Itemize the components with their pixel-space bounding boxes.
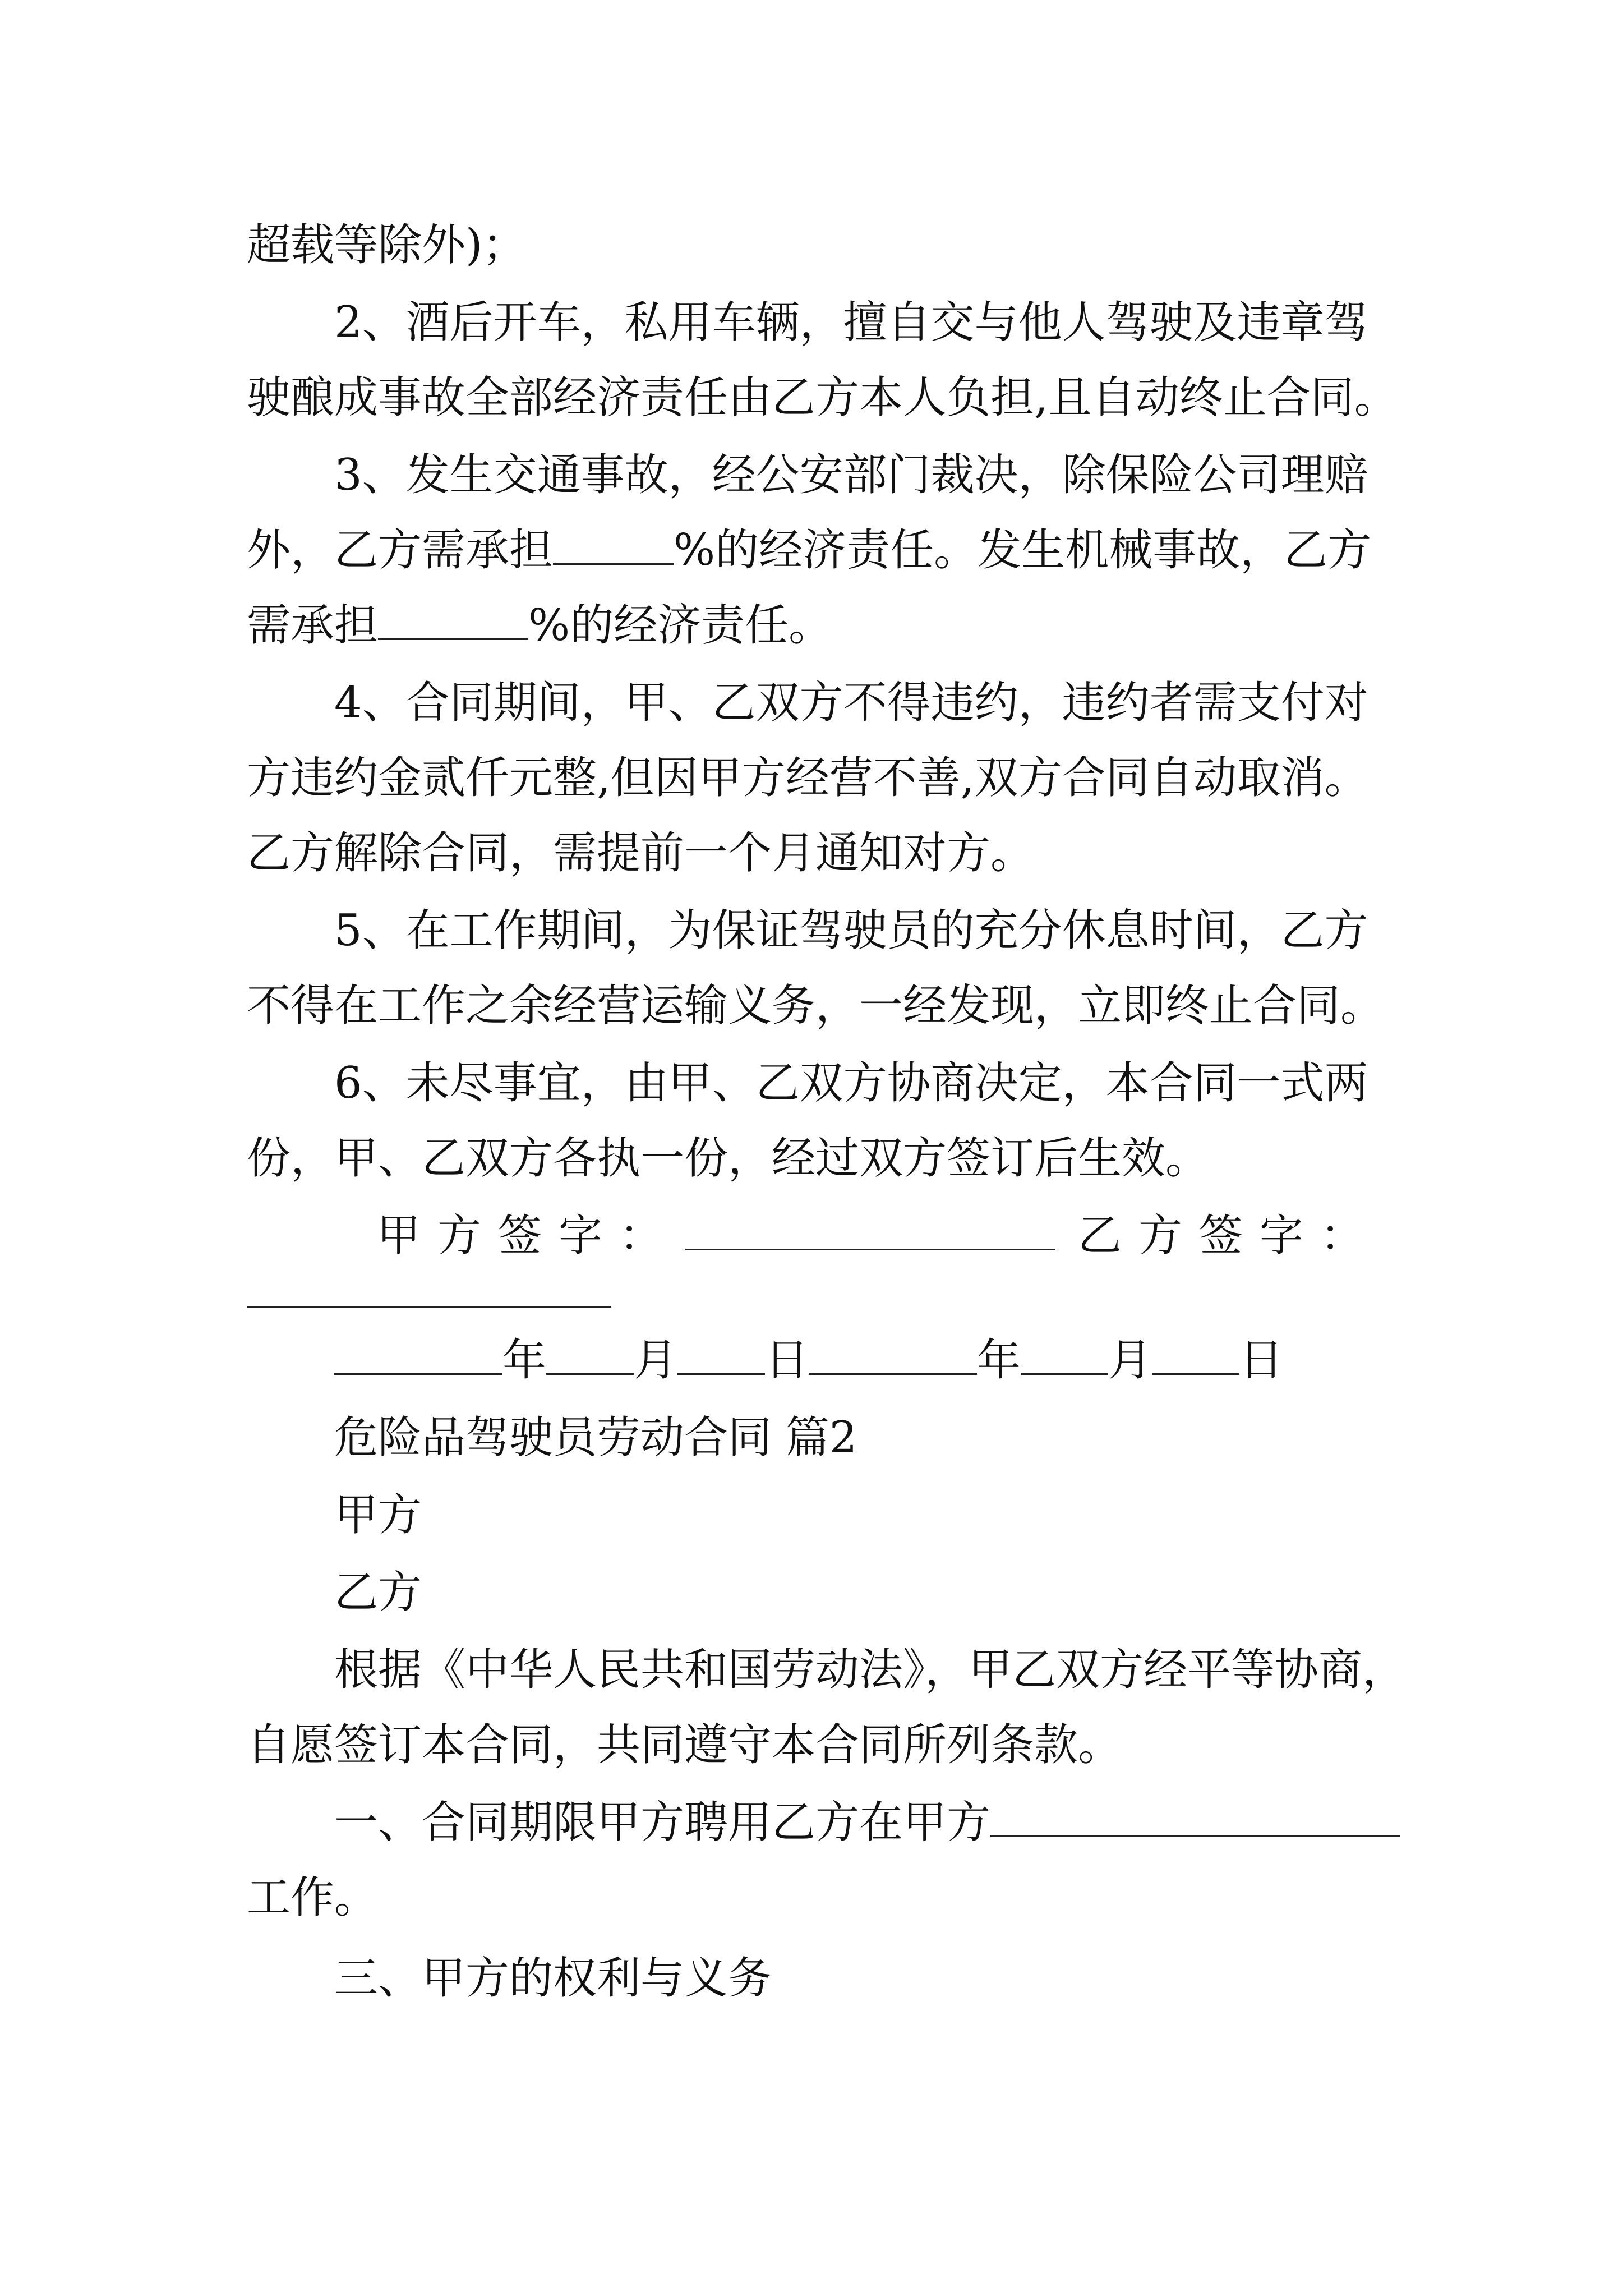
clause-6: 6、未尽事宜，由甲、乙双方协商决定，本合同一式两 (334, 1058, 1368, 1108)
blank-line (990, 1801, 1400, 1837)
party-b-signature-label: 乙方签字： (1078, 1211, 1381, 1261)
text-line: 自愿签订本合同，共同遵守本合同所列条款。 (247, 1720, 1122, 1770)
section-heading: 三、甲方的权利与义务 (334, 1953, 772, 2004)
text-line (247, 513, 1391, 588)
text-segment: %的经济责任。发生机械事故，乙方 (674, 525, 1372, 576)
day-blank (677, 1338, 765, 1375)
day-label: 日 (1239, 1335, 1284, 1386)
clause-4: 4、合同期间，甲、乙双方不得违约，违约者需支付对 (334, 678, 1368, 728)
party-a-signature-label: 甲方签字： (377, 1211, 680, 1261)
clause-3: 3、发生交通事故，经公安部门裁决，除保险公司理赔 (334, 450, 1368, 500)
signature-blank-a (685, 1214, 1055, 1250)
year-blank (809, 1338, 977, 1375)
text-segment: 外，乙方需承担 (247, 525, 554, 576)
day-label: 日 (765, 1335, 809, 1386)
text-line: 不得在工作之余经营运输义务，一经发现，立即终止合同。 (247, 981, 1385, 1031)
signature-blank-b-row (247, 1283, 1391, 1317)
month-label: 月 (634, 1335, 678, 1386)
text-line: 工作。 (247, 1872, 379, 1923)
party-a-label: 甲方 (334, 1490, 422, 1540)
text-line: 乙方解除合同，需提前一个月通知对方。 (247, 828, 1035, 878)
month-blank (546, 1338, 634, 1375)
text-line: 驶酿成事故全部经济责任由乙方本人负担,且自动终止合同。 (247, 372, 1398, 423)
blank-line (378, 604, 528, 640)
paragraph: 根据《中华人民共和国劳动法》，甲乙双方经平等协商， (334, 1645, 1407, 1695)
year-label: 年 (977, 1335, 1021, 1386)
year-label: 年 (502, 1335, 547, 1386)
text-line: 超载等除外)； (247, 220, 527, 270)
clause-5: 5、在工作期间，为保证驾驶员的充分休息时间，乙方 (334, 905, 1368, 956)
section-title: 危险品驾驶员劳动合同 篇2 (334, 1412, 857, 1463)
signature-row (247, 1198, 1391, 1273)
document-body (247, 208, 1407, 2016)
month-label: 月 (1108, 1335, 1152, 1386)
blank-line (553, 528, 674, 565)
party-b-label: 乙方 (334, 1567, 422, 1618)
date-row (247, 1323, 1391, 1398)
month-blank (1021, 1338, 1108, 1375)
clause-2: 2、酒后开车，私用车辆，擅自交与他人驾驶及违章驾 (334, 297, 1368, 348)
text-line (247, 588, 1391, 663)
year-blank (334, 1338, 502, 1375)
clause-term (247, 1785, 1391, 1860)
text-line: 方违约金贰仟元整,但因甲方经营不善,双方合同自动取消。 (247, 753, 1368, 803)
text-segment: %的经济责任。 (528, 600, 833, 651)
text-line: 份，甲、乙双方各执一份，经过双方签订后生效。 (247, 1133, 1210, 1184)
text-segment: 需承担 (247, 600, 379, 651)
text-segment: 一、合同期限甲方聘用乙方在甲方 (334, 1797, 991, 1848)
day-blank (1152, 1338, 1239, 1375)
signature-blank-b (247, 1283, 611, 1308)
